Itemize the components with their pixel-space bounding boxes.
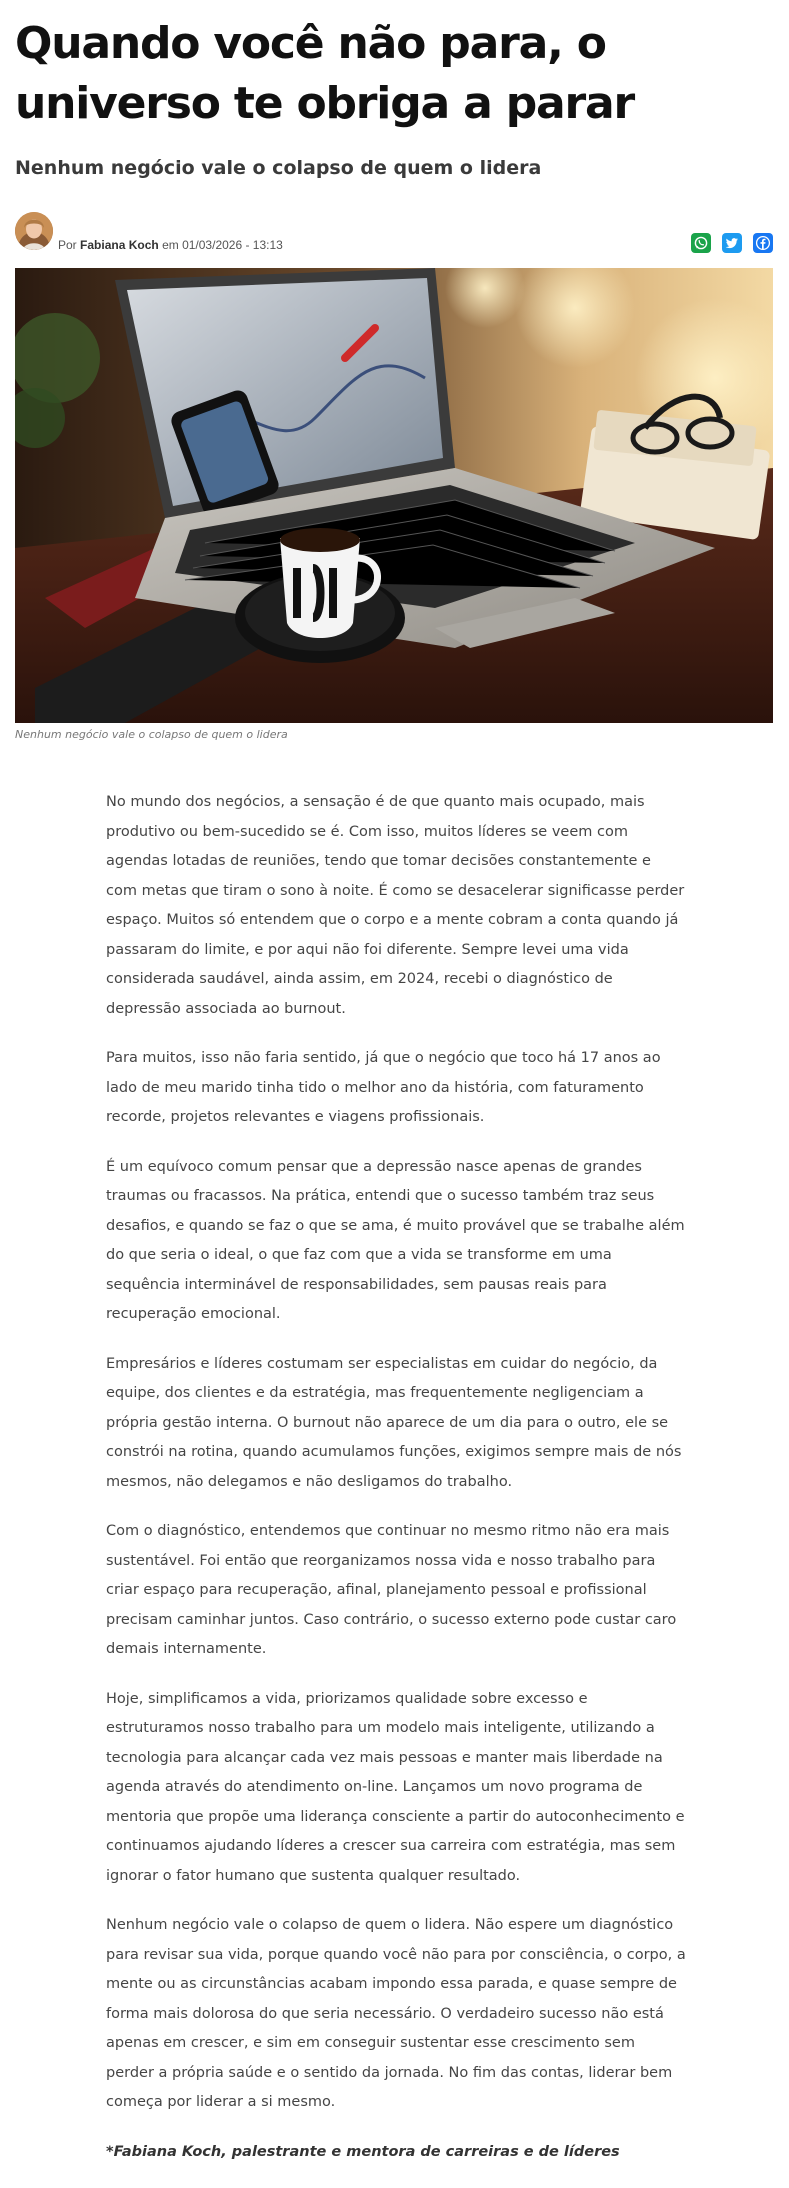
article-body xyxy=(106,788,686,2187)
twitter-icon xyxy=(724,235,740,251)
author-line xyxy=(58,238,283,252)
article-paragraph: Hoje, simplificamos a vida, priorizamos qualidade sobre excesso e estruturamos nosso trabalho para um modelo mais inteligente, utilizando a tecnologia para alcançar cada vez mais pessoas e manter mais liberdade na agenda através do atendimento on-line. Lançamos um novo programa de mentoria que propõe uma liderança consciente a partir do autoconhecimento e continuamos ajudando líderes a crescer sua carreira com estratégia, mas sem ignorar o fator humano que sustenta qualquer resultado. xyxy=(106,1690,685,1884)
article-paragraph: No mundo dos negócios, a sensação é de que quanto mais ocupado, mais produtivo ou bem-sucedido se é. Com isso, muitos líderes se veem com agendas lotadas de reuniões, tendo que tomar decisões constantemente e com metas que tiram o sono à noite. É como se desacelerar significasse perder espaço. Muitos só entendem que o corpo e a mente cobram a conta quando já passaram do limite, e por aqui não foi diferente. Sempre levei uma vida considerada saudável, ainda assim, em 2024, recebi o diagnóstico de depressão associada ao burnout. xyxy=(106,794,685,1017)
publish-datetime: 01/03/2026 - 13:13 xyxy=(182,238,283,252)
article-paragraph: Nenhum negócio vale o colapso de quem o lidera. Não espere um diagnóstico para revisar sua vida, porque quando você não para por consciência, o corpo, a mente ou as circunstâncias acabam impondo essa parada, e quase sempre de forma mais dolorosa do que seria necessário. O verdadeiro sucesso não está apenas em crescer, e sim em conseguir sustentar esse crescimento sem perder a própria saúde e o sentido da jornada. No fim das contas, liderar bem começa por liderar a si mesmo. xyxy=(106,1917,686,2110)
byline-prefix: Por xyxy=(58,238,77,252)
byline xyxy=(15,212,773,256)
headline: Quando você não para, o universo te obriga a parar xyxy=(15,18,634,129)
share-buttons xyxy=(685,233,773,255)
author-avatar[interactable] xyxy=(15,212,53,250)
hero-image xyxy=(15,268,773,723)
author-name[interactable]: Fabiana Koch xyxy=(80,238,159,252)
image-caption: Nenhum negócio vale o colapso de quem o lidera xyxy=(15,728,288,741)
facebook-share-button[interactable] xyxy=(753,233,773,253)
article-paragraph: É um equívoco comum pensar que a depressão nasce apenas de grandes traumas ou fracassos. Na prática, entendi que o sucesso também traz seus desafios, e quando se faz o que se ama, é muito provável que se trabalhe além do que seria o ideal, o que faz com que a vida se transforme em uma sequência interminável de responsabilidades, sem pausas reais para recuperação emocional. xyxy=(106,1158,685,1322)
whatsapp-share-button[interactable] xyxy=(691,233,711,253)
subtitle: Nenhum negócio vale o colapso de quem o lidera xyxy=(15,157,542,179)
article-paragraph: Com o diagnóstico, entendemos que continuar no mesmo ritmo não era mais sustentável. Foi então que reorganizamos nossa vida e nosso trabalho para criar espaço para recuperação, afinal, planejamento pessoal e profissional precisam caminhar juntos. Caso contrário, o sucesso externo pode custar caro demais internamente. xyxy=(106,1523,677,1657)
twitter-share-button[interactable] xyxy=(722,233,742,253)
author-signature: *Fabiana Koch, palestrante e mentora de carreiras e de líderes xyxy=(106,2143,620,2160)
facebook-icon xyxy=(755,235,771,251)
whatsapp-icon xyxy=(693,235,709,251)
article-paragraph: Empresários e líderes costumam ser especialistas em cuidar do negócio, da equipe, dos clientes e da estratégia, mas frequentemente negligenciam a própria gestão interna. O burnout não aparece de um dia para o outro, ele se constrói na rotina, quando acumulamos funções, exigimos sempre mais de nós mesmos, não delegamos e não desligamos do trabalho. xyxy=(106,1355,682,1490)
date-prefix: em xyxy=(162,238,179,252)
article-paragraph: Para muitos, isso não faria sentido, já que o negócio que toco há 17 anos ao lado de meu marido tinha tido o melhor ano da história, com faturamento recorde, projetos relevantes e viagens profissionais. xyxy=(106,1050,661,1125)
